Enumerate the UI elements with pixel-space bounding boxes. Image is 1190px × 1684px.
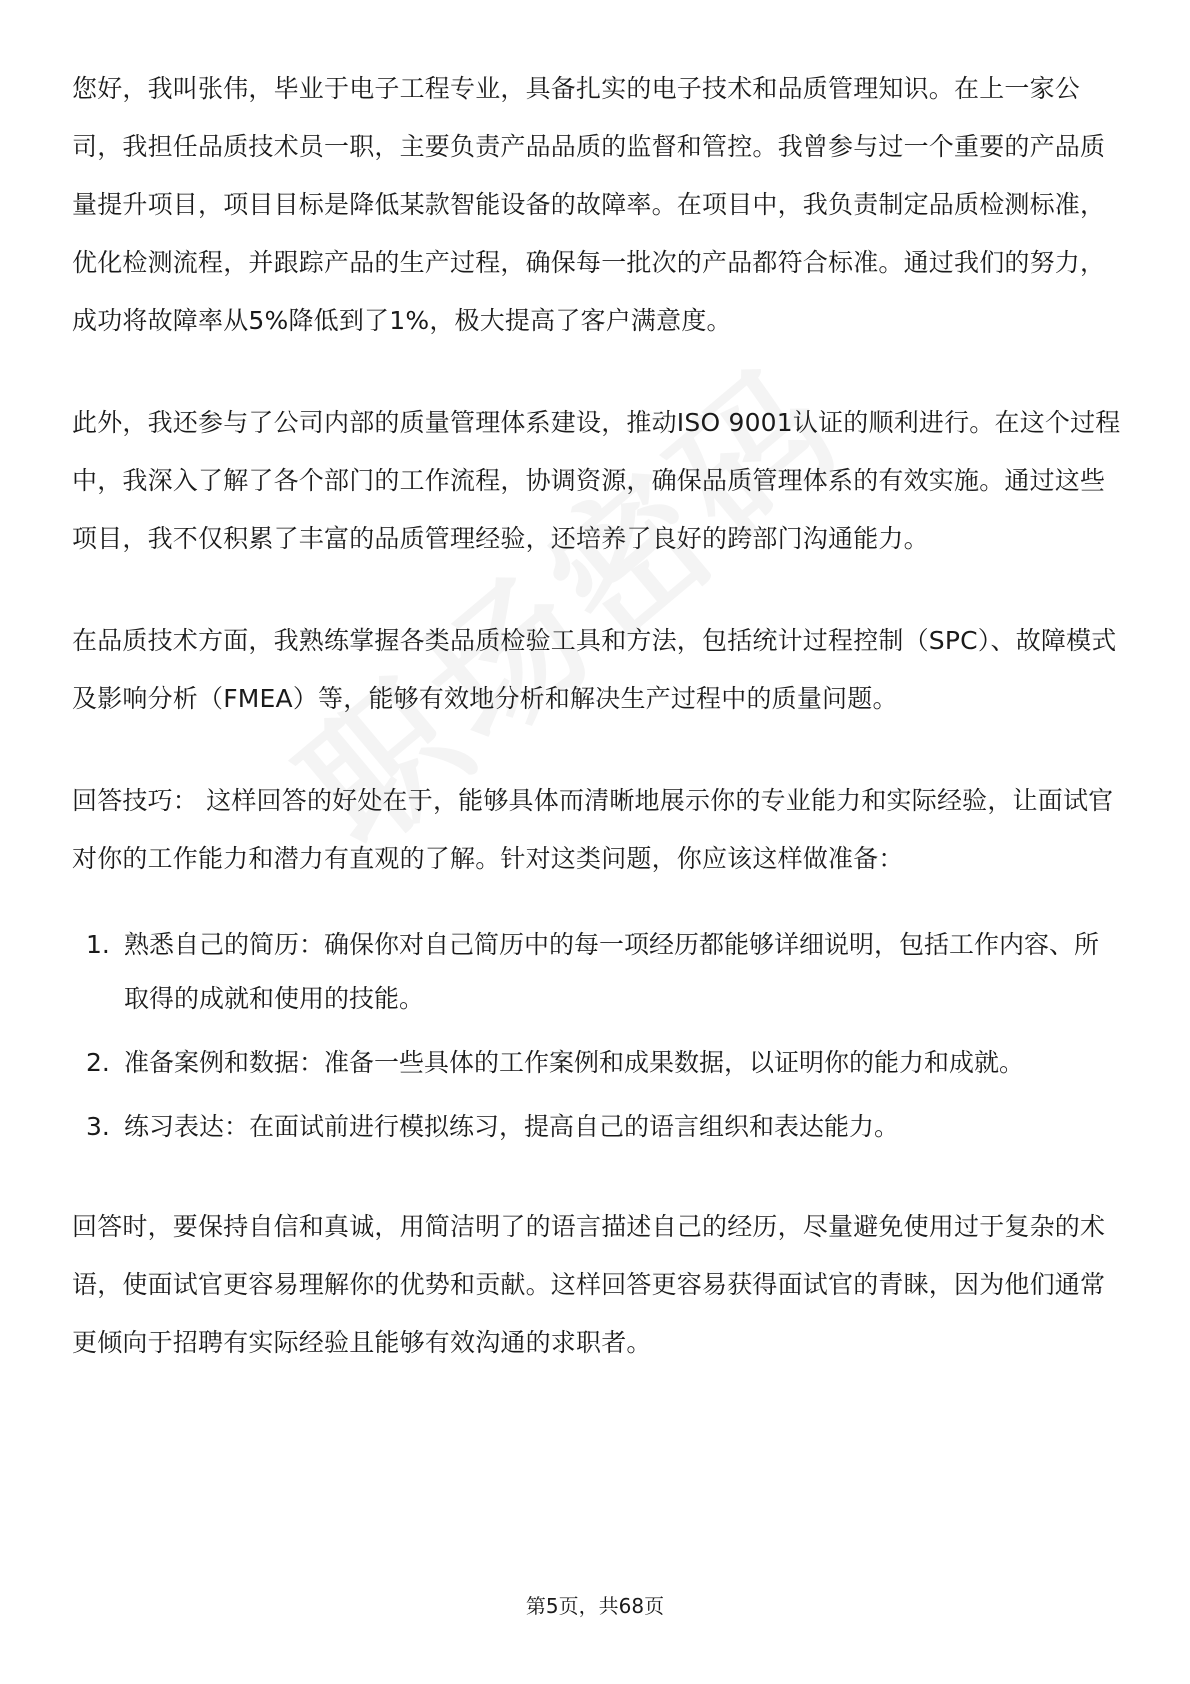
list-item-number: 2. xyxy=(86,1048,110,1077)
list-item-number: 3. xyxy=(86,1112,110,1141)
paragraph-quality-system: 此外，我还参与了公司内部的质量管理体系建设，推动ISO 9001认证的顺利进行。在这个过程中，我深入了解了各个部门的工作流程，协调资源，确保品质管理体系的有效实施。通过这些项目，我不仅积累了丰富的品质管理经验，还培养了良好的跨部门沟通能力。 xyxy=(72,408,1121,553)
list-item xyxy=(72,918,1122,1026)
list-item xyxy=(72,1100,1122,1154)
paragraph-self-intro: 您好，我叫张伟，毕业于电子工程专业，具备扎实的电子技术和品质管理知识。在上一家公司，我担任品质技术员一职，主要负责产品品质的监督和管控。我曾参与过一个重要的产品质量提升项目，项目目标是降低某款智能设备的故障率。在项目中，我负责制定品质检测标准，优化检测流程，并跟踪产品的生产过程，确保每一批次的产品都符合标准。通过我们的努力，成功将故障率从5%降低到了1%，极大提高了客户满意度。 xyxy=(72,74,1106,335)
preparation-list xyxy=(72,918,1122,1154)
list-item xyxy=(72,1036,1122,1090)
list-item-number: 1. xyxy=(86,930,110,959)
paragraph-quality-tools: 在品质技术方面，我熟练掌握各类品质检验工具和方法，包括统计过程控制（SPC）、故障模式及影响分析（FMEA）等，能够有效地分析和解决生产过程中的质量问题。 xyxy=(72,626,1117,713)
list-item-text: 熟悉自己的简历：确保你对自己简历中的每一项经历都能够详细说明，包括工作内容、所取得的成就和使用的技能。 xyxy=(124,930,1100,1013)
page-number: 第5页，共68页 xyxy=(525,1594,665,1618)
paragraph-answer-tips: 回答技巧： 这样回答的好处在于，能够具体而清晰地展示你的专业能力和实际经验，让面试官对你的工作能力和潜力有直观的了解。针对这类问题，你应该这样做准备： xyxy=(72,786,1114,873)
paragraph-closing: 回答时，要保持自信和真诚，用简洁明了的语言描述自己的经历，尽量避免使用过于复杂的术语，使面试官更容易理解你的优势和贡献。这样回答更容易获得面试官的青睐，因为他们通常更倾向于招聘有实际经验且能够有效沟通的求职者。 xyxy=(72,1212,1106,1357)
list-item-text: 准备案例和数据：准备一些具体的工作案例和成果数据，以证明你的能力和成就。 xyxy=(124,1048,1025,1077)
list-item-text: 练习表达：在面试前进行模拟练习，提高自己的语言组织和表达能力。 xyxy=(124,1112,900,1141)
document-body xyxy=(72,60,1122,1372)
